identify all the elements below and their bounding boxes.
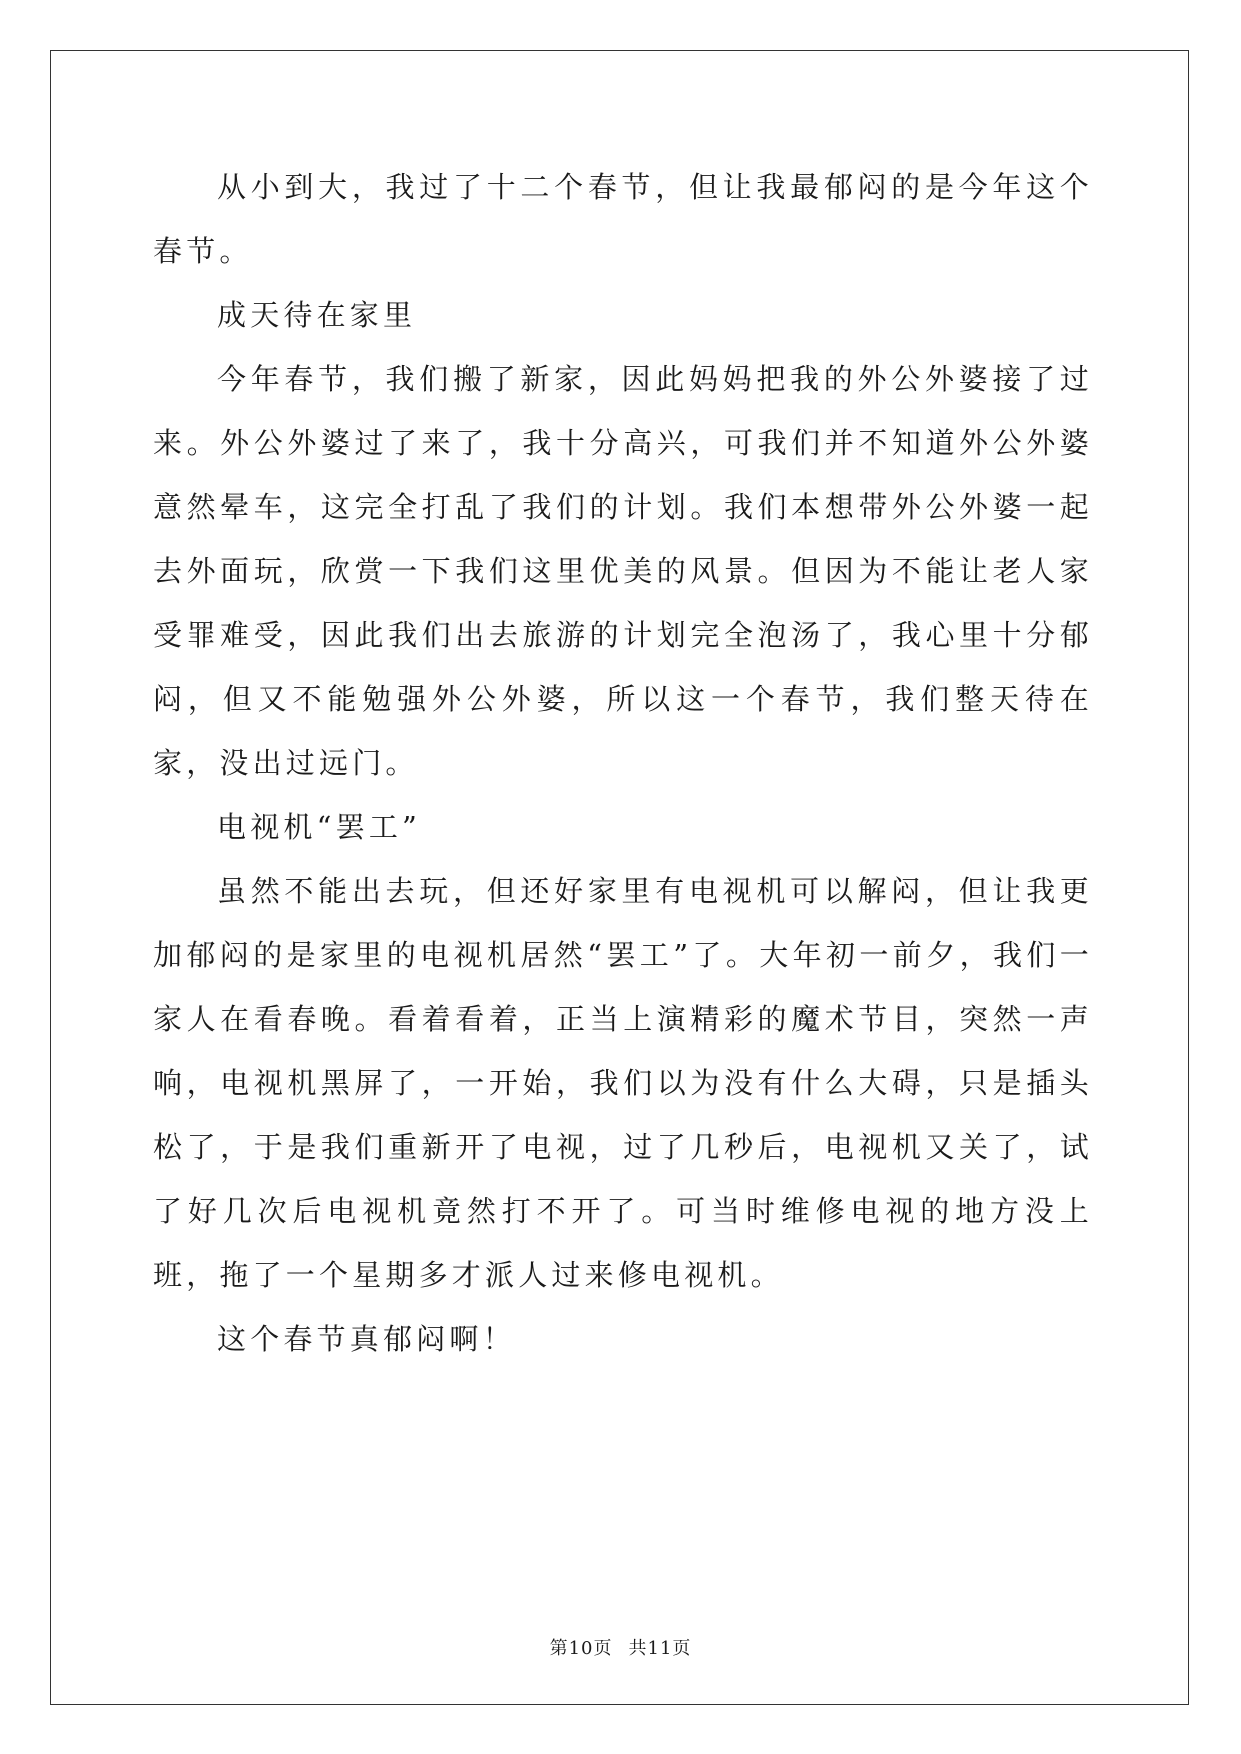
paragraph-conclusion: 这个春节真郁闷啊！	[217, 1322, 516, 1356]
section-heading-stay-home: 成天待在家里	[217, 298, 417, 332]
page-number-total: 共11页	[628, 1638, 692, 1659]
paragraph-intro: 从小到大，我过了十二个春节，但让我最郁闷的是今年这个春节。	[153, 170, 1093, 268]
paragraph-tv-strike: 虽然不能出去玩，但还好家里有电视机可以解闷，但让我更加郁闷的是家里的电视机居然“罢工”了。大年初一前夕，我们一家人在看春晚。看着看着，正当上演精彩的魔术节目，突然一声响，电视机黑屏了，一开始，我们以为没有什么大碍，只是插头松了，于是我们重新开了电视，过了几秒后，电视机又关了，试了好几次后电视机竟然打不开了。可当时维修电视的地方没上班，拖了一个星期多才派人过来修电视机。	[153, 874, 1093, 1292]
document-body	[153, 155, 1093, 1371]
section-heading-tv-strike: 电视机“罢工”	[217, 810, 422, 844]
page-number-current: 第10页	[549, 1638, 613, 1659]
page-footer	[0, 1637, 1241, 1661]
paragraph-stay-home: 今年春节，我们搬了新家，因此妈妈把我的外公外婆接了过来。外公外婆过了来了，我十分高兴，可我们并不知道外公外婆意然晕车，这完全打乱了我们的计划。我们本想带外公外婆一起去外面玩，欣赏一下我们这里优美的风景。但因为不能让老人家受罪难受，因此我们出去旅游的计划完全泡汤了，我心里十分郁闷，但又不能勉强外公外婆，所以这一个春节，我们整天待在家，没出过远门。	[153, 362, 1093, 780]
